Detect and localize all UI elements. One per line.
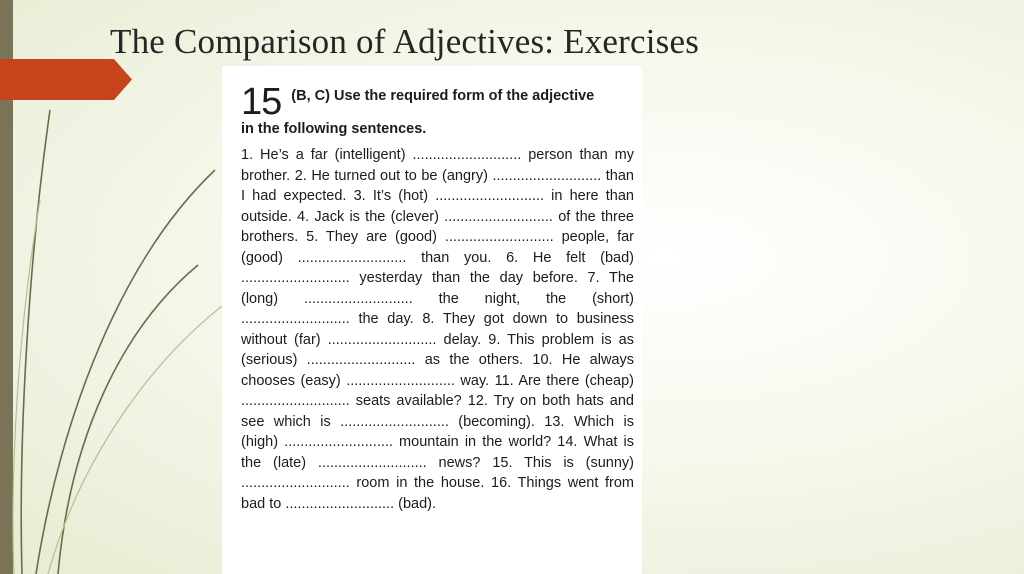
exercise-header <box>241 81 634 123</box>
exercise-instruction-continued: in the following sentences. <box>241 121 427 137</box>
title-accent-arrow <box>0 59 132 100</box>
slide-title: The Comparison of Adjectives: Exercises <box>110 22 700 61</box>
exercise-sentences: 1. He’s a far (intelligent) ........................... person than my brother. 2. He turned out to be (angry) ........................... than I had expected. 3. It’s (hot) ........................... in here than outside. 4. Jack is the (clever) ........................... of the three brothers. 5. They are (good) ........................... people, far (good) ........................... than you. 6. He felt (bad) ........................... yesterday than the day before. 7. The (long) ........................... the night, the (short) ........................... the day. 8. They got down to business without (far) ........................... delay. 9. This problem is as (serious) ........................... as the others. 10. He always chooses (easy) ........................... way. 11. Are there (cheap) ........................... seats available? 12. Try on both hats and see which is ........................... (becoming). 13. Which is (high) ........................... mountain in the world? 14. What is the (late) ........................... news? 15. This is (sunny) ........................... room in the house. 16. Things went from bad to ........................... (bad). <box>241 147 634 512</box>
exercise-instruction: (B, C) Use the required form of the adjective <box>291 88 595 104</box>
exercise-scan <box>222 66 642 574</box>
exercise-number: 15 <box>241 81 282 123</box>
exercise-block <box>241 81 634 514</box>
